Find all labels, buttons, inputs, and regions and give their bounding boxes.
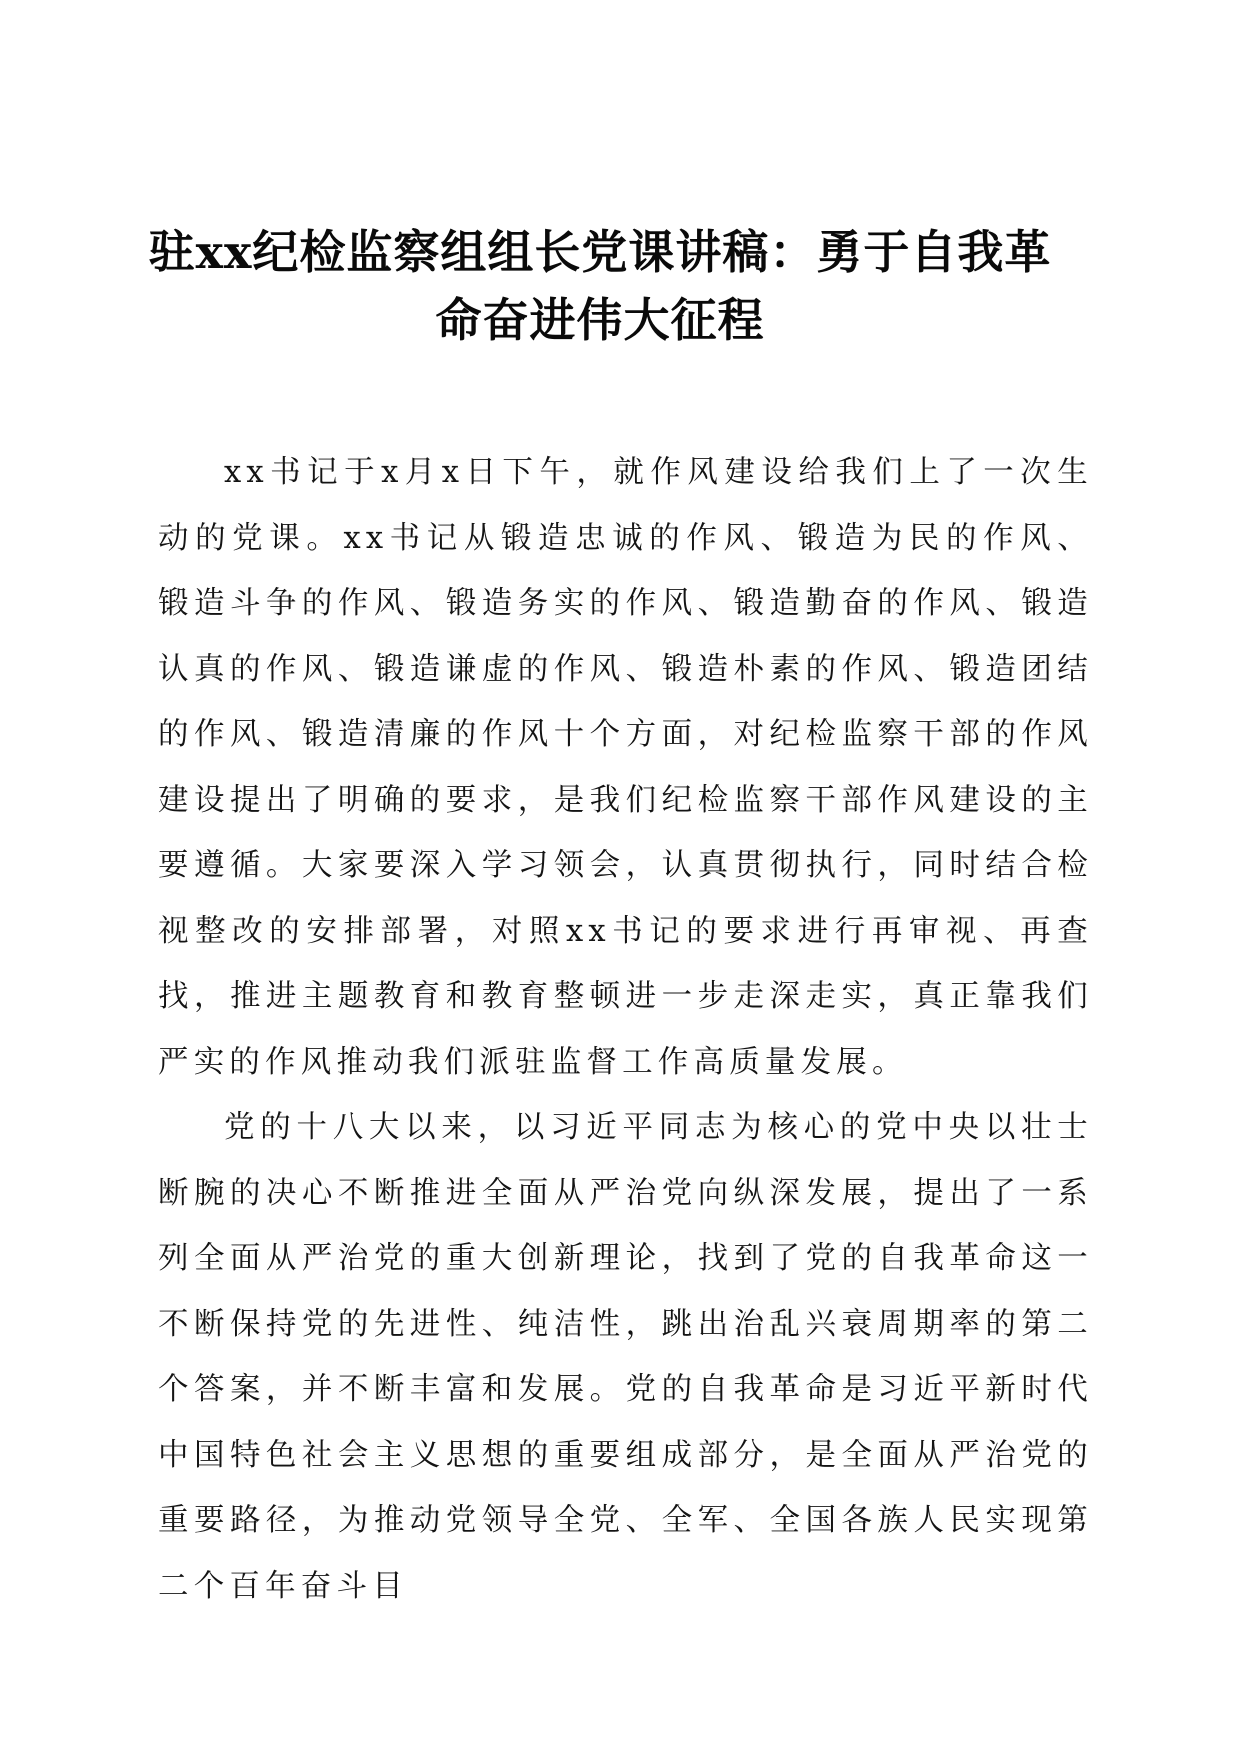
document-title: [140, 218, 1060, 354]
title-line-2: 命奋进伟大征程: [435, 293, 765, 347]
paragraph-1: xx书记于x月x日下午，就作风建设给我们上了一次生动的党课。xx书记从锻造忠诚的作风、锻造为民的作风、锻造斗争的作风、锻造务实的作风、锻造勤奋的作风、锻造认真的作风、锻造谦虚的作风、锻造朴素的作风、锻造团结的作风、锻造清廉的作风十个方面，对纪检监察干部的作风建设提出了明确的要求，是我们纪检监察干部作风建设的主要遵循。大家要深入学习领会，认真贯彻执行，同时结合检视整改的安排部署，对照xx书记的要求进行再审视、再查找，推进主题教育和教育整顿进一步走深走实，真正靠我们严实的作风推动我们派驻监督工作高质量发展。: [158, 455, 1093, 1080]
title-line-1: 驻xx纪检监察组组长党课讲稿：勇于自我革: [148, 225, 1052, 279]
document-body: [158, 440, 1093, 1619]
paragraph-2: 党的十八大以来，以习近平同志为核心的党中央以壮士断腕的决心不断推进全面从严治党向纵深发展，提出了一系列全面从严治党的重大创新理论，找到了党的自我革命这一不断保持党的先进性、纯洁性，跳出治乱兴衰周期率的第二个答案，并不断丰富和发展。党的自我革命是习近平新时代中国特色社会主义思想的重要组成部分，是全面从严治党的重要路径，为推动党领导全党、全军、全国各族人民实现第二个百年奋斗目: [158, 1110, 1093, 1604]
